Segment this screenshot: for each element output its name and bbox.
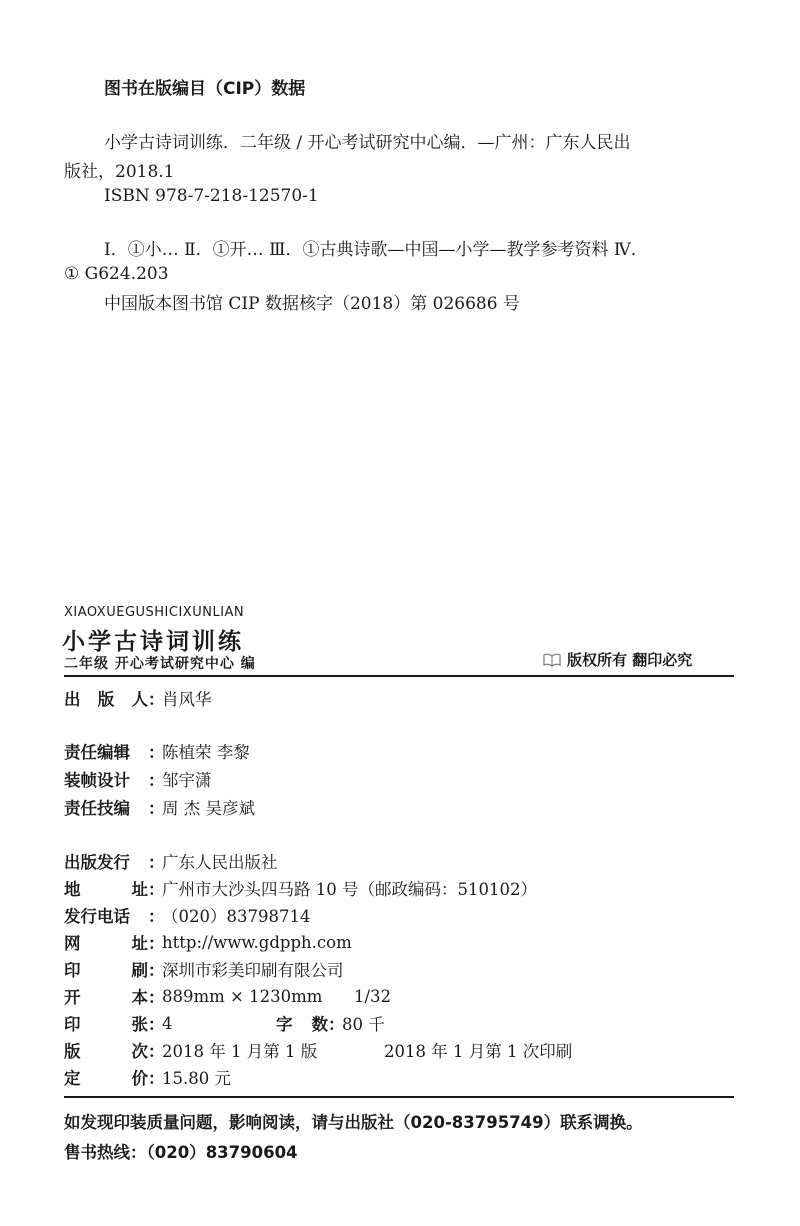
cip-classification-line1: Ⅰ．①小… Ⅱ．①开… Ⅲ．①古典诗歌—中国—小学—教学参考资料 Ⅳ． <box>104 240 648 260</box>
value-editor: 陈植荣 李黎 <box>162 743 250 762</box>
value-phone: （020）83798714 <box>162 907 311 926</box>
grade-editor-line: 二年级 开心考试研究中心 编 <box>64 656 256 672</box>
book-icon <box>543 653 561 667</box>
hotline-number: （020）83790604 <box>146 1143 298 1162</box>
value-edition: 2018 年 1 月第 1 版 <box>162 1042 318 1061</box>
copyright-text: 版权所有 翻印必究 <box>567 651 693 669</box>
label-sheets: 印 张 <box>64 1015 148 1034</box>
label-tech-editor: 责任技编 <box>64 799 130 818</box>
copyright-notice <box>543 649 692 670</box>
value-website: http://www.gdpph.com <box>162 932 352 952</box>
row-phone: 发行电话 ： （020）83798714 <box>64 903 310 927</box>
row-tech-editor: 责任技编 ： 周 杰 吴彦斌 <box>64 795 255 819</box>
label-distributor: 出版发行 <box>64 853 130 872</box>
cip-classification-line2: ① G624.203 <box>64 264 169 284</box>
sales-hotline <box>64 1139 298 1163</box>
row-format: 开 本 ： 889mm × 1230mm 1/32 <box>64 984 391 1008</box>
value-address: 广州市大沙头四马路 10 号（邮政编码：510102） <box>162 880 537 899</box>
value-printer: 深圳市彩美印刷有限公司 <box>162 961 344 980</box>
row-distributor: 出版发行 ： 广东人民出版社 <box>64 849 278 873</box>
label-website: 网 址 <box>64 934 148 953</box>
label-address: 地 址 <box>64 880 148 899</box>
row-designer: 装帧设计 ： 邹宇潇 <box>64 767 212 791</box>
value-distributor: 广东人民出版社 <box>162 853 278 872</box>
cip-description-line2: 版社，2018.1 <box>64 162 175 182</box>
quality-notice: 如发现印装质量问题，影响阅读，请与出版社（020-83795749）联系调换。 <box>64 1113 643 1132</box>
value-price: 15.80 元 <box>162 1069 231 1088</box>
label-format: 开 本 <box>64 988 148 1007</box>
value-printing: 2018 年 1 月第 1 次印刷 <box>384 1042 573 1061</box>
value-sheets: 4 <box>162 1013 173 1033</box>
cip-description-line1: 小学古诗词训练．二年级 / 开心考试研究中心编．—广州：广东人民出 <box>104 133 631 153</box>
label-editor: 责任编辑 <box>64 743 130 762</box>
label-designer: 装帧设计 <box>64 771 130 790</box>
label-phone: 发行电话 <box>64 907 130 926</box>
label-price: 定 价 <box>64 1069 148 1088</box>
cip-heading: 图书在版编目（CIP）数据 <box>104 79 306 99</box>
book-title: 小学古诗词训练 <box>62 629 244 655</box>
row-website: 网 址 ： http://www.gdpph.com <box>64 930 352 954</box>
row-price: 定 价 ： 15.80 元 <box>64 1065 231 1089</box>
cip-record-number: 中国版本图书馆 CIP 数据核字（2018）第 026686 号 <box>104 294 520 314</box>
label-edition: 版 次 <box>64 1042 148 1061</box>
label-publisher-person: 出 版 人 <box>64 690 148 709</box>
value-word-count: 80 千 <box>342 1015 385 1034</box>
value-tech-editor: 周 杰 吴彦斌 <box>162 799 255 818</box>
value-format-fold: 1/32 <box>354 986 392 1006</box>
label-printer: 印 刷 <box>64 961 148 980</box>
header-divider <box>64 675 734 677</box>
row-editor: 责任编辑 ： 陈植荣 李黎 <box>64 739 250 763</box>
book-title-pinyin: XIAOXUEGUSHICIXUNLIAN <box>64 605 245 620</box>
cip-isbn: ISBN 978-7-218-12570-1 <box>104 186 319 206</box>
row-edition: 版 次 ： 2018 年 1 月第 1 版 2018 年 1 月第 1 次印刷 <box>64 1038 572 1062</box>
row-printer: 印 刷 ： 深圳市彩美印刷有限公司 <box>64 957 344 981</box>
value-designer: 邹宇潇 <box>162 771 212 790</box>
row-sheets: 印 张 ： 4 字 数 ： 80 千 <box>64 1011 385 1035</box>
footer-divider <box>64 1096 734 1098</box>
value-publisher-person: 肖风华 <box>162 690 212 709</box>
hotline-label: 售书热线： <box>64 1143 147 1162</box>
value-format: 889mm × 1230mm <box>162 986 323 1006</box>
row-publisher-person: 出 版 人 ： 肖风华 <box>64 686 212 710</box>
label-word-count: 字 数 <box>276 1015 328 1034</box>
row-address: 地 址 ： 广州市大沙头四马路 10 号（邮政编码：510102） <box>64 876 537 900</box>
